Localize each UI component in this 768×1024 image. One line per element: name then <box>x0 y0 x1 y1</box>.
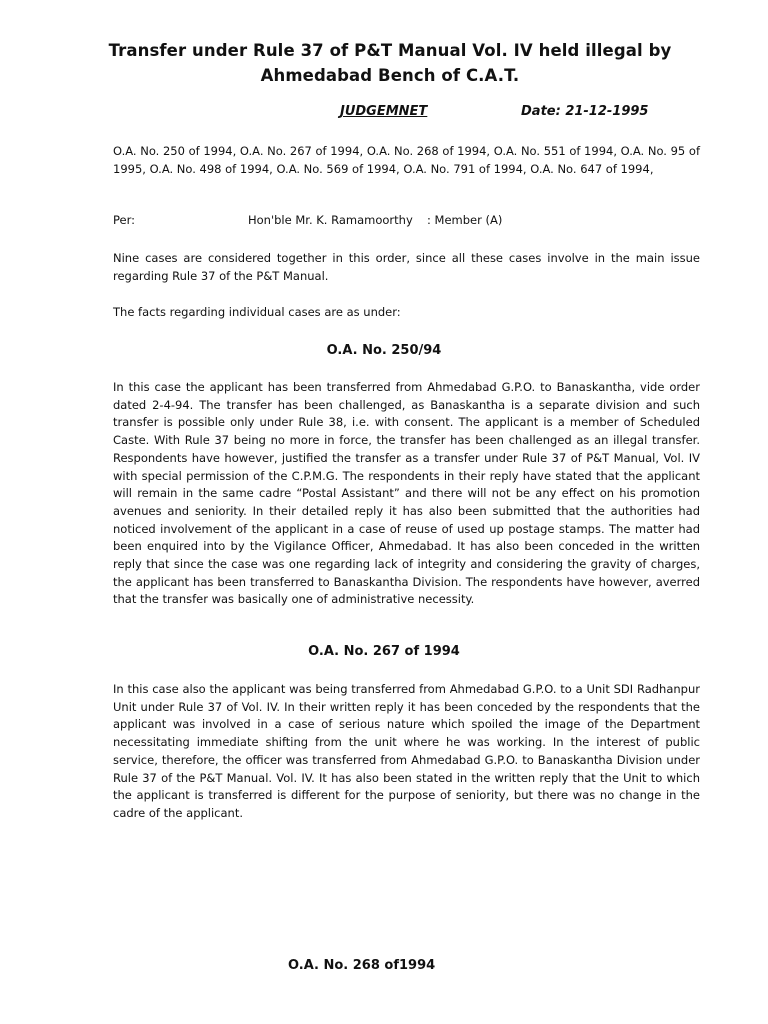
section-267-1994-paragraph: In this case also the applicant was being transferred from Ahmedabad G.P.O. to a Unit SDI Radhanpur Unit under Rule 37 of Vol. IV. In their written reply it has been conceded by the respondents that the applicant was involved in a case of serious nature which spoiled the image of the Department necessitating immediate shifting from the unit where he was working. In the interest of public service, therefore, the officer was transferred from Ahmedabad G.P.O. to Banaskantha Division under Rule 37 of the P&T Manual. Vol. IV. It has also been stated in the written reply that the Unit to which the applicant is transferred is different for the purpose of seniority, but there was no change in the cadre of the applicant. <box>113 682 700 820</box>
judgement-row <box>0 104 768 124</box>
oa-list-paragraph: O.A. No. 250 of 1994, O.A. No. 267 of 1994, O.A. No. 268 of 1994, O.A. No. 551 of 1994, O.A. No. 95 of 1995, O.A. No. 498 of 1994, O.A. No. 569 of 1994, O.A. No. 791 of 1994, O.A. No. 647 of 1994, <box>113 144 700 176</box>
judgement-date: Date: 21-12-1995 <box>521 104 649 119</box>
section-250-94-paragraph: In this case the applicant has been transferred from Ahmedabad G.P.O. to Banaskantha, vide order dated 2-4-94. The transfer has been challenged, as Banaskantha is a separate division and such transfer is possible only under Rule 38, i.e. with consent. The applicant is a member of Scheduled Caste. With Rule 37 being no more in force, the transfer has been challenged as an illegal transfer. Respondents have however, justified the transfer as a transfer under Rule 37 of P&T Manual, Vol. IV with special permission of the C.P.M.G. The respondents in their reply have stated that the applicant will remain in the same cadre “Postal Assistant” and there will not be any effect on his promotion avenues and seniority. In their detailed reply it has also been submitted that the authorities had noticed involvement of the applicant in a case of reuse of used up postage stamps. The matter had been enquired into by the Vigilance Officer, Ahmedabad. It has also been conceded in the written reply that since the case was one regarding lack of integrity and considering the gravity of charges, the applicant has been transferred to Banaskantha Division. The respondents have however, averred that the transfer was basically one of administrative necessity. <box>113 380 700 607</box>
judgement-label: JUDGEMNET <box>340 104 428 119</box>
per-role: : Member (A) <box>427 213 503 227</box>
section-heading-268-1994: O.A. No. 268 of1994 <box>288 958 436 973</box>
title-line-2: Ahmedabad Bench of C.A.T. <box>260 66 520 85</box>
per-label: Per: <box>113 213 136 227</box>
facts-paragraph: The facts regarding individual cases are as under: <box>113 305 401 319</box>
document-title <box>60 38 720 88</box>
per-row <box>0 213 768 231</box>
section-heading-250-94: O.A. No. 250/94 <box>326 343 442 358</box>
section-heading-267-1994: O.A. No. 267 of 1994 <box>308 644 460 659</box>
title-line-1: Transfer under Rule 37 of P&T Manual Vol. IV held illegal by <box>108 41 672 60</box>
intro-paragraph: Nine cases are considered together in this order, since all these cases involve in the main issue regarding Rule 37 of the P&T Manual. <box>113 251 700 283</box>
per-name: Hon'ble Mr. K. Ramamoorthy <box>248 213 413 227</box>
